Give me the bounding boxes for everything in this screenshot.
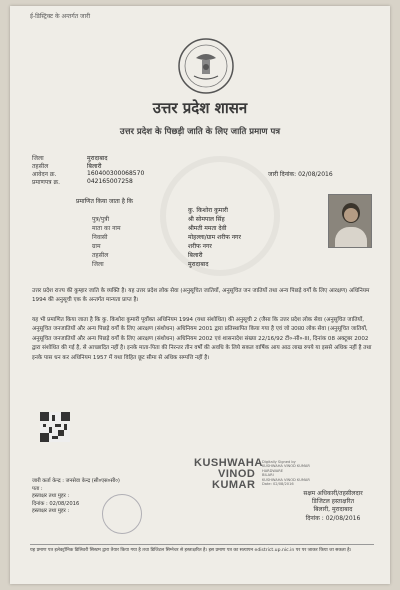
creamy-layer-paragraph: यह भी प्रमाणित किया जाता है कि कु. किशोरा कुमारी पूर्वोक्त अधिनियम 1994 (यथा संशोधित) की अनुसूची 2 (जैसा कि उत्तर प्रदेश लोक सेवा (अनुसूचित जातियों, अनुसूचित जनजातियों और अन्य पिछड़े वर्गों के लिए आरक्षण (संशोधन) अधिनियम 2001 द्वारा प्रतिस्थापित किया गया है एवं जो उ0प्र0 लोक सेवा (अनुसूचित जातियों, अनुसूचित जनजातियों और अन्य पिछड़े वर्गों के लिए आरक्षण (संशोधन) अधिनियम 2002 एवं शासनादेश संख्या 22/16/92 टी०-सी०-III, दिनांक 08 अक्टूबर 2002 द्वारा संशोधित की गई है, से आच्छादित नहीं है। इनके माता-पिता की निरन्तर तीन वर्षों की अवधि के लिये सकल वार्षिक आय आठ लाख रुपये या इससे अधिक नहीं है तथा इनके पास धन कर अधिनियम 1957 में यथा विहित छूट सीमा से अधिक सम्पत्ति नहीं है। bbox=[32, 317, 372, 361]
issuing-line: जारी कर्ता केन्द्र : जनसेवा केन्द्र (सी०एस०सी०) bbox=[32, 478, 120, 484]
meta-row bbox=[32, 170, 144, 178]
competent-officer-block bbox=[288, 490, 378, 523]
detail-value: श्रीमती ममता देवी bbox=[188, 225, 227, 232]
meta-row bbox=[32, 178, 133, 186]
detail-key: निवासी bbox=[92, 234, 108, 241]
officer-line: बिलारी, मुरादाबाद bbox=[313, 506, 353, 514]
sig-line: KUSHWAHA bbox=[194, 457, 263, 469]
detail-row bbox=[92, 233, 241, 241]
detail-value: मोहल्ला/ग्राम शरीफ नगर bbox=[188, 234, 241, 241]
officer-line: सक्षम अधिकारी/तहसीलदार bbox=[303, 490, 363, 497]
detail-value: मुरादाबाद bbox=[188, 261, 209, 268]
detail-value: कु. किशोरा कुमारी bbox=[188, 207, 228, 214]
detail-key: जिला bbox=[92, 261, 104, 268]
digital-signature-details bbox=[262, 460, 332, 486]
page-title: उत्तर प्रदेश शासन bbox=[152, 99, 248, 117]
sig-detail-line: Digitally Signed by bbox=[262, 460, 296, 464]
centre-stamp bbox=[102, 494, 142, 534]
detail-row bbox=[92, 206, 228, 214]
detail-value: शरीफ नगर bbox=[188, 243, 212, 250]
detail-row bbox=[92, 251, 203, 259]
detail-value: श्री सोमपाल सिंह bbox=[188, 216, 225, 223]
officer-line: दिनांक : 02/08/2016 bbox=[305, 514, 361, 522]
sig-line: VINOD bbox=[218, 468, 256, 480]
issuing-line: पता : bbox=[32, 485, 43, 492]
detail-row bbox=[92, 242, 212, 250]
detail-value: बिलारी bbox=[188, 252, 203, 259]
meta-value: मुरादाबाद bbox=[87, 155, 108, 162]
meta-key: जिला bbox=[32, 155, 44, 162]
verification-footer bbox=[30, 544, 374, 554]
issue-date bbox=[268, 170, 333, 178]
certificate-subtitle: उत्तर प्रदेश के पिछड़ी जाति के लिए जाति प्रमाण पत्र bbox=[119, 127, 281, 137]
issue-date-value: 02/08/2016 bbox=[298, 171, 333, 178]
up-government-emblem-icon bbox=[176, 36, 236, 96]
caste-paragraph: उत्तर प्रदेश राज्य की कुम्हार जाति के व्यक्ति है। यह उत्तर प्रदेश लोक सेवा (अनुसूचित जातियों, अनुसूचित जन जातियों तथा अन्य पिछड़े वर्गों के लिए आरक्षण) अधिनियम 1994 की अनुसूची एक के अन्तर्गत मान्यता प्राप्त है। bbox=[32, 288, 370, 304]
meta-row bbox=[32, 154, 108, 162]
detail-key: तहसील bbox=[92, 252, 109, 259]
detail-key bbox=[92, 206, 188, 214]
meta-key: तहसील bbox=[32, 163, 49, 170]
issue-date-label: जारी दिनांक: bbox=[268, 171, 297, 178]
issuing-line: हस्ताक्षर तथा मुहर : bbox=[32, 508, 70, 515]
certificate-page bbox=[10, 6, 390, 584]
officer-line: डिजिटल हस्ताक्षरित bbox=[312, 498, 354, 506]
sig-detail-line: KUSHWAHA VINOD KUMAR bbox=[262, 477, 310, 482]
meta-key: प्रमाणपत्र क्र. bbox=[32, 179, 61, 186]
detail-row bbox=[92, 260, 209, 268]
meta-value: 160400300068570 bbox=[87, 170, 145, 177]
meta-row bbox=[32, 162, 102, 170]
sig-detail-line: KUSHWAHA VINOD KUMAR bbox=[262, 464, 310, 469]
issuing-line: हस्ताक्षर तथा मुहर : bbox=[32, 493, 70, 500]
detail-key: ग्राम bbox=[92, 243, 101, 250]
meta-key: आवेदन क्र. bbox=[32, 171, 57, 178]
detail-key: पुत्र/पुत्री bbox=[92, 216, 110, 223]
sig-detail-line: BILARI bbox=[262, 473, 274, 478]
issuance-note: ई-डिस्ट्रिक्ट के अन्तर्गत जारी bbox=[30, 13, 91, 20]
detail-row bbox=[92, 215, 225, 223]
sig-detail-line: HARDWARE bbox=[262, 468, 284, 473]
sig-detail-line: Date: 02/08/2016 bbox=[262, 482, 294, 487]
qr-code-icon bbox=[40, 412, 70, 442]
meta-value: बिलारी bbox=[87, 163, 102, 170]
certify-intro: प्रमाणित किया जाता है कि bbox=[76, 198, 134, 205]
footer-text: यह प्रमाण पत्र इलेक्ट्रॉनिक डिलिवरी सिस्टम द्वारा तैयार किया गया है तथा डिजिटल सिग्नेचर से हस्ताक्षरित है। इस प्रमाण पत्र का सत्यापन edistrict.up.nic.in पर पर जाकर किया जा सकता है। bbox=[30, 548, 352, 553]
detail-row bbox=[92, 224, 226, 232]
detail-key: माता का नाम bbox=[92, 225, 121, 232]
applicant-photo bbox=[328, 194, 372, 248]
meta-value: 042165007258 bbox=[87, 178, 133, 185]
issuing-line: दिनांक : 02/08/2016 bbox=[32, 500, 80, 507]
sig-line: KUMAR bbox=[212, 479, 256, 491]
digital-signature-name bbox=[194, 458, 263, 491]
